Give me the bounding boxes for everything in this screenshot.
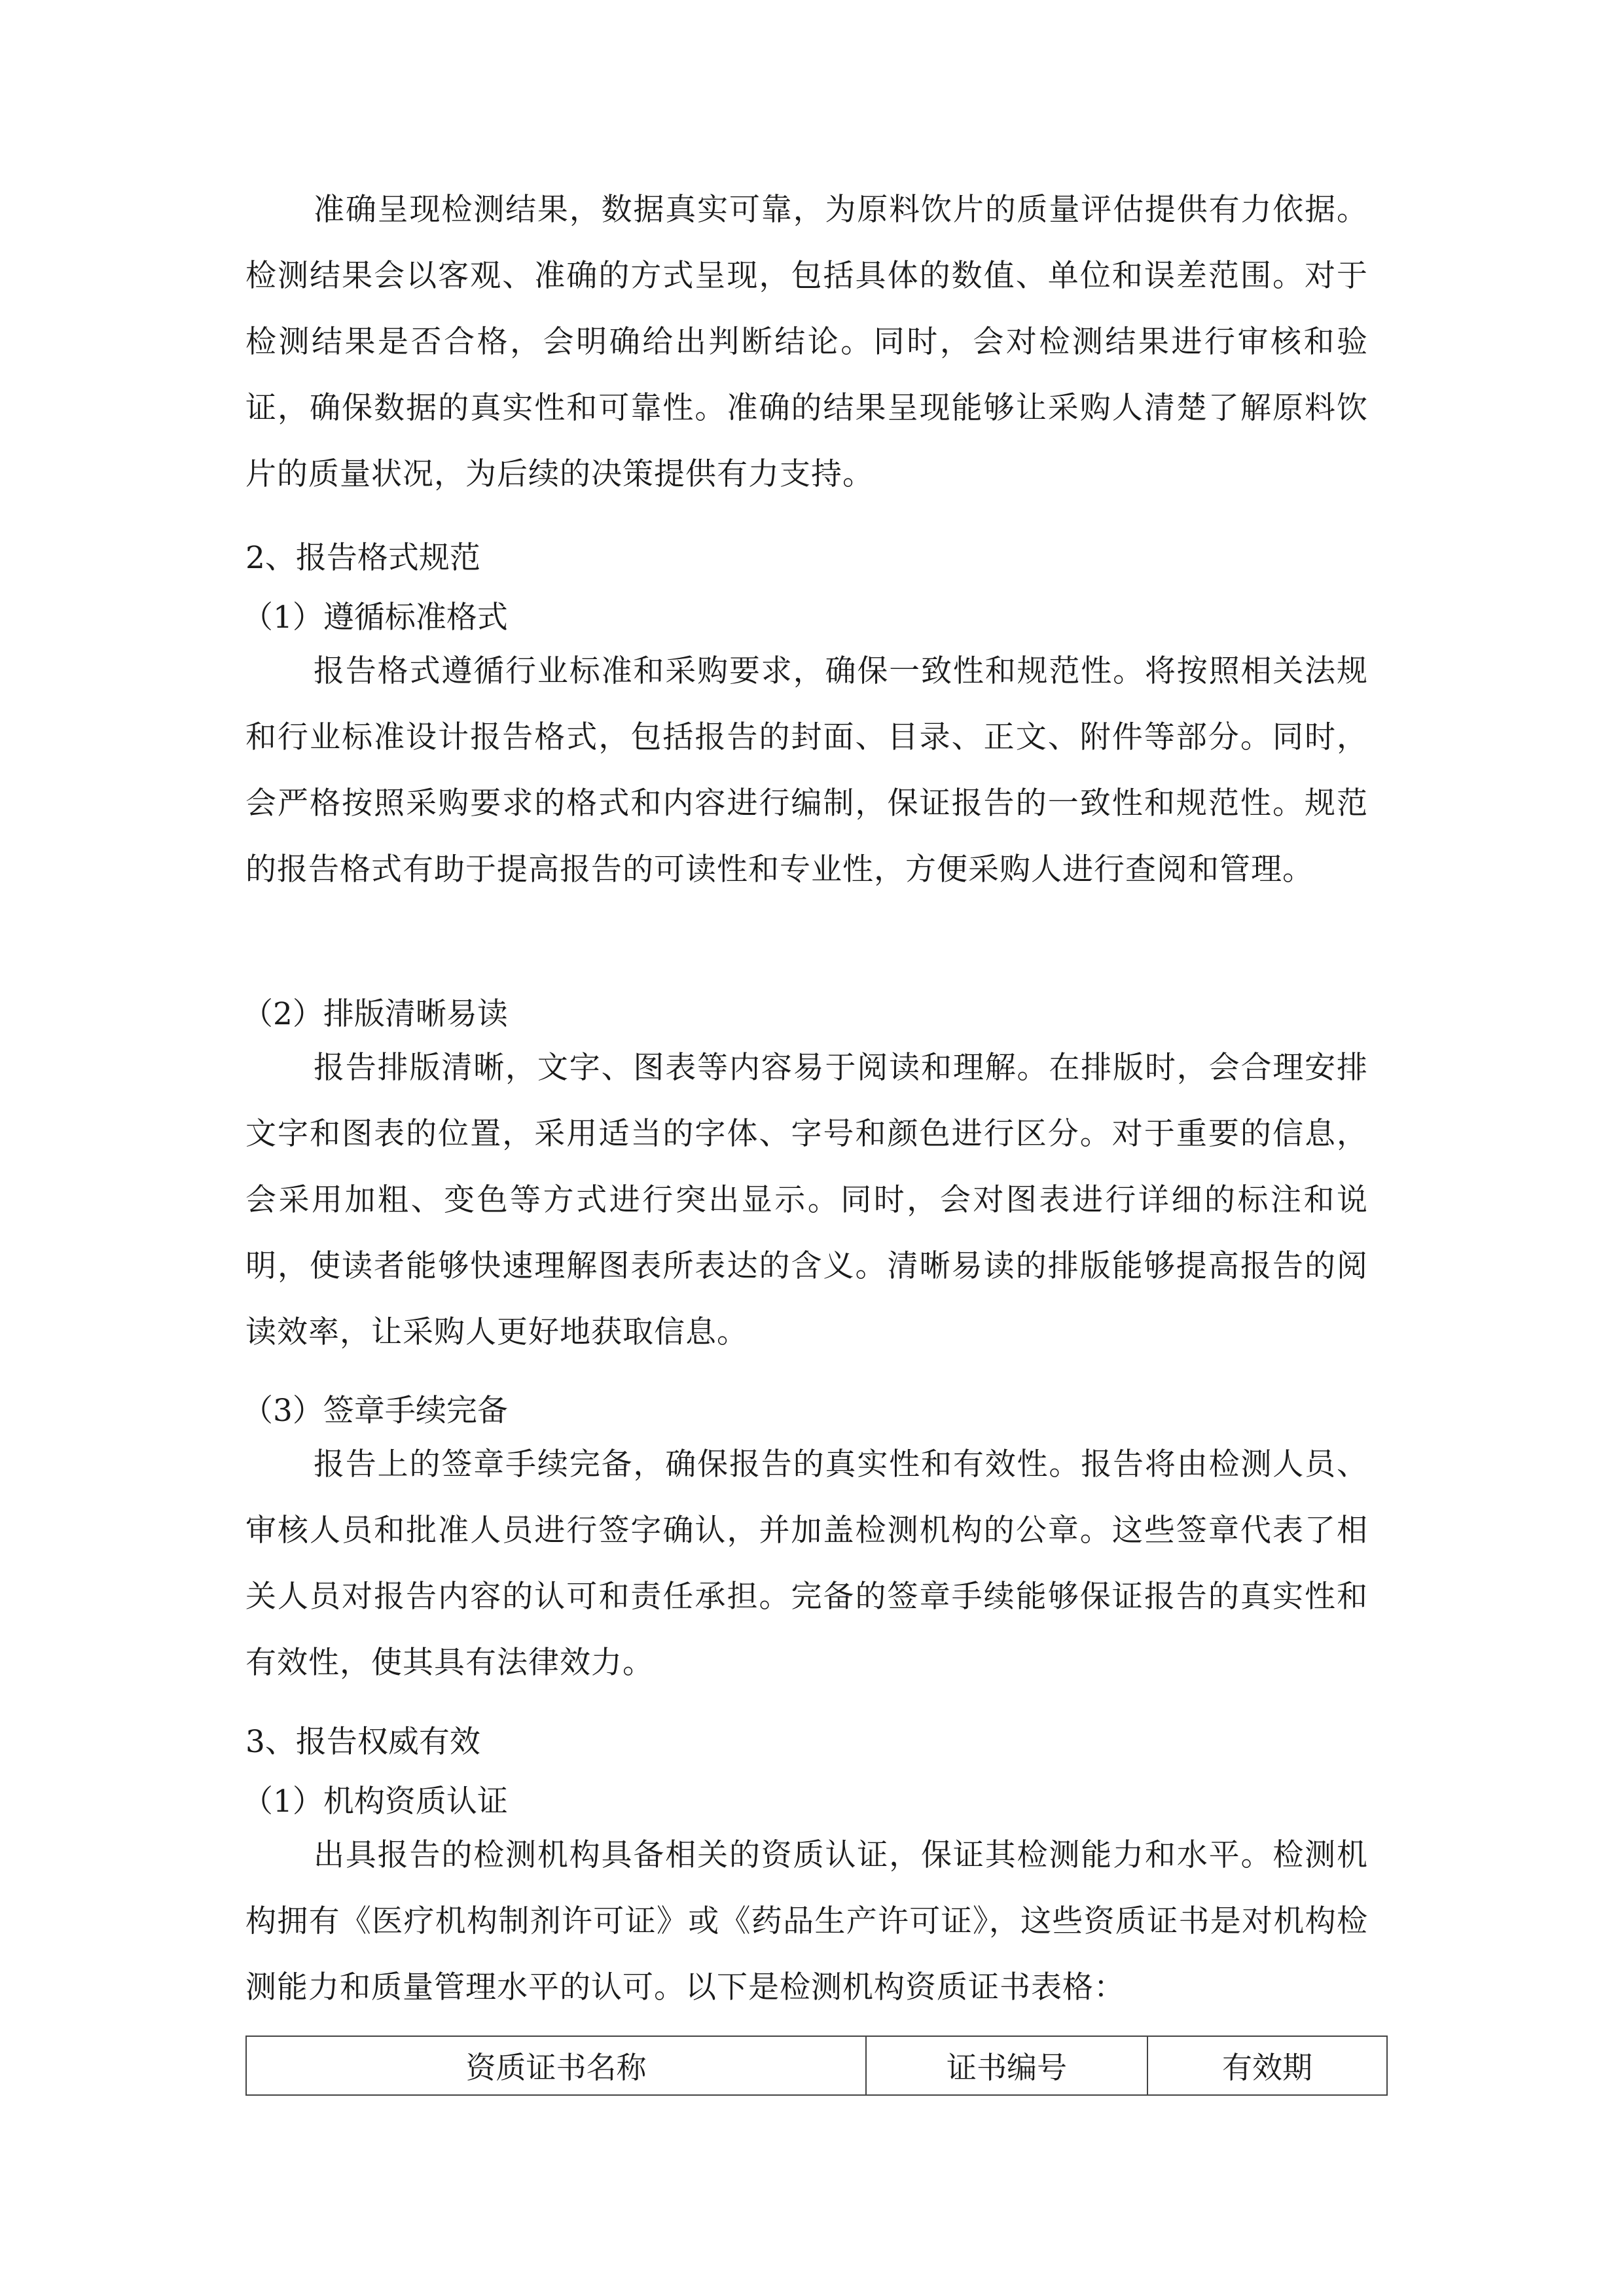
- table-header-row: [246, 2036, 1387, 2095]
- subheading-signature-procedure: （3）签章手续完备: [242, 1393, 508, 1429]
- paragraph-signature-procedure: 报告上的签章手续完备，确保报告的真实性和有效性。报告将由检测人员、审核人员和批准人员进行签字确认，并加盖检测机构的公章。这些签章代表了相关人员对报告内容的认可和责任承担。完备的签章手续能够保证报告的真实性和有效性，使其具有法律效力。: [245, 1446, 1368, 1681]
- section-heading-report-format: 2、报告格式规范: [245, 540, 480, 576]
- column-header-certificate-name: 资质证书名称: [246, 2036, 866, 2095]
- subheading-standard-format: （1）遵循标准格式: [242, 600, 508, 636]
- certificate-table: [245, 2036, 1388, 2096]
- paragraph-clear-layout: 报告排版清晰，文字、图表等内容易于阅读和理解。在排版时，会合理安排文字和图表的位置，采用适当的字体、字号和颜色进行区分。对于重要的信息，会采用加粗、变色等方式进行突出显示。同时，会对图表进行详细的标注和说明，使读者能够快速理解图表所表达的含义。清晰易读的排版能够提高报告的阅读效率，让采购人更好地获取信息。: [245, 1050, 1368, 1350]
- paragraph-qualification: 出具报告的检测机构具备相关的资质认证，保证其检测能力和水平。检测机构拥有《医疗机构制剂许可证》或《药品生产许可证》，这些资质证书是对机构检测能力和质量管理水平的认可。以下是检测机构资质证书表格：: [245, 1837, 1368, 2005]
- paragraph-result-presentation: 准确呈现检测结果，数据真实可靠，为原料饮片的质量评估提供有力依据。检测结果会以客观、准确的方式呈现，包括具体的数值、单位和误差范围。对于检测结果是否合格，会明确给出判断结论。同时，会对检测结果进行审核和验证，确保数据的真实性和可靠性。准确的结果呈现能够让采购人清楚了解原料饮片的质量状况，为后续的决策提供有力支持。: [245, 192, 1368, 492]
- column-header-validity: 有效期: [1147, 2036, 1387, 2095]
- subheading-clear-layout: （2）排版清晰易读: [242, 996, 508, 1032]
- subheading-qualification: （1）机构资质认证: [242, 1784, 508, 1820]
- column-header-certificate-number: 证书编号: [866, 2036, 1147, 2095]
- paragraph-standard-format: 报告格式遵循行业标准和采购要求，确保一致性和规范性。将按照相关法规和行业标准设计报告格式，包括报告的封面、目录、正文、附件等部分。同时，会严格按照采购要求的格式和内容进行编制，保证报告的一致性和规范性。规范的报告格式有助于提高报告的可读性和专业性，方便采购人进行查阅和管理。: [245, 653, 1368, 888]
- section-heading-authority: 3、报告权威有效: [245, 1724, 480, 1760]
